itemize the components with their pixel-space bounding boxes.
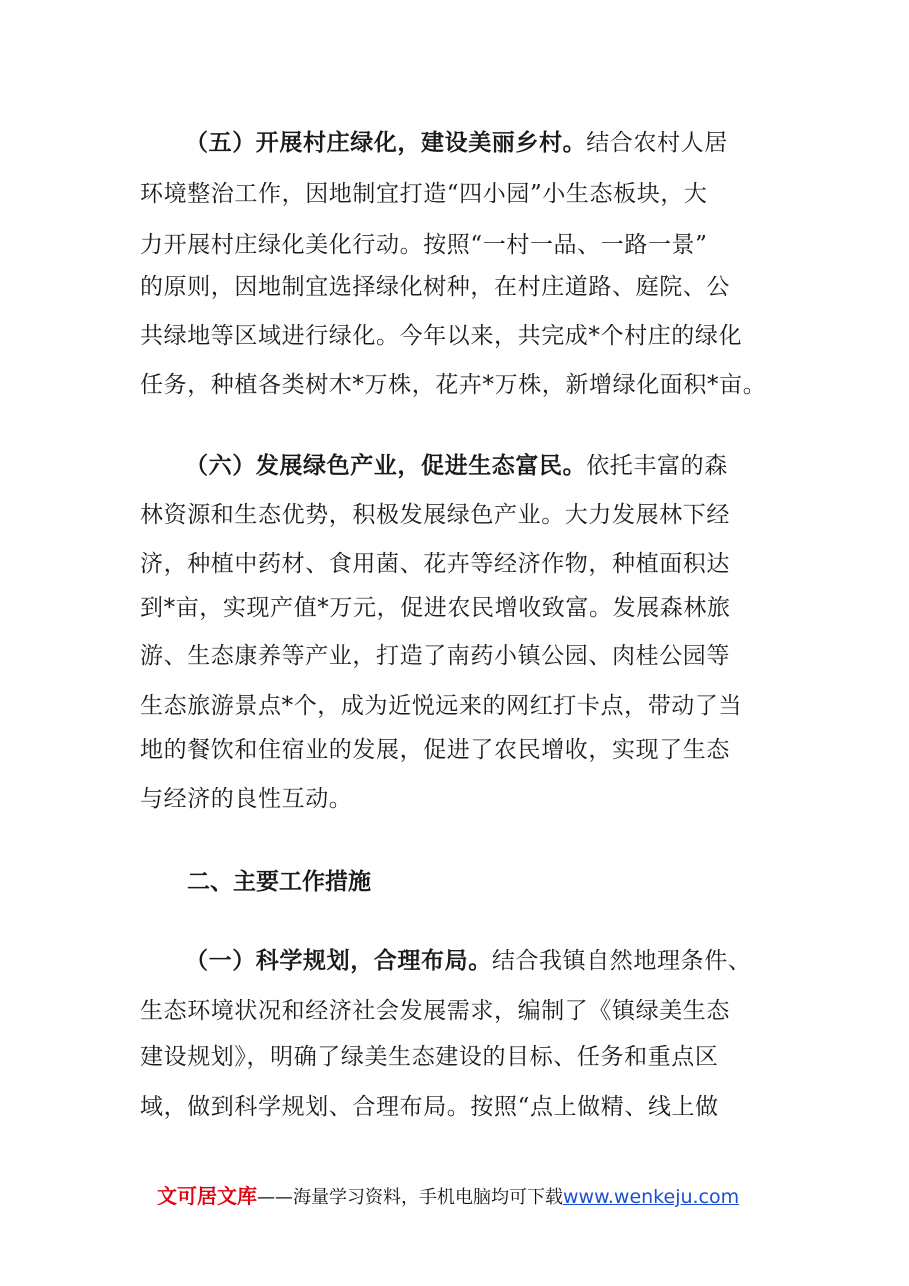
paragraph-line: 生态环境状况和经济社会发展需求，编制了《镇绿美生态 <box>140 998 730 1024</box>
paragraph-line <box>185 946 825 976</box>
paragraph-line: 林资源和生态优势，积极发展绿色产业。大力发展林下经 <box>140 502 730 528</box>
paragraph-line <box>185 451 825 481</box>
paragraph-line: 力开展村庄绿化美化行动。按照“一村一品、一路一景” <box>140 232 708 258</box>
paragraph-line: 的原则，因地制宜选择绿化树种，在村庄道路、庭院、公 <box>140 274 730 300</box>
paragraph-line: 游、生态康养等产业，打造了南药小镇公园、肉桂公园等 <box>140 643 730 669</box>
section-title: （六）发展绿色产业，促进生态富民。 <box>185 453 587 479</box>
footer-brand: 文可居文库 <box>157 1184 257 1208</box>
footer-slogan: ——海量学习资料，手机电脑均可下载 <box>257 1187 563 1208</box>
section-title: （五）开展村庄绿化，建设美丽乡村。 <box>185 130 587 156</box>
paragraph-line: 到*亩，实现产值*万元，促进农民增收致富。发展森林旅 <box>140 595 731 621</box>
paragraph-line: 建设规划》，明确了绿美生态建设的目标、任务和重点区 <box>140 1044 719 1070</box>
footer-banner <box>157 1183 739 1211</box>
paragraph-text: 依托丰富的森 <box>586 453 728 479</box>
section-title: （一）科学规划，合理布局。 <box>185 948 492 974</box>
paragraph-line: 任务，种植各类树木*万株，花卉*万株，新增绿化面积*亩。 <box>140 372 767 398</box>
paragraph-line: 生态旅游景点*个，成为近悦远来的网红打卡点，带动了当 <box>140 693 743 719</box>
section-heading: 二、主要工作措施 <box>187 869 371 895</box>
paragraph-line: 与经济的良性互动。 <box>140 786 353 812</box>
paragraph-line <box>185 128 825 158</box>
paragraph-line: 环境整治工作，因地制宜打造“四小园”小生态板块，大 <box>140 181 708 207</box>
footer-link[interactable]: www.wenkeju.com <box>563 1186 740 1208</box>
paragraph-line: 济，种植中药材、食用菌、花卉等经济作物，种植面积达 <box>140 551 730 577</box>
paragraph-line: 共绿地等区域进行绿化。今年以来，共完成*个村庄的绿化 <box>140 323 743 349</box>
paragraph-line: 域，做到科学规划、合理布局。按照“点上做精、线上做 <box>140 1094 719 1120</box>
paragraph-line: 地的餐饮和住宿业的发展，促进了农民增收，实现了生态 <box>140 737 730 763</box>
paragraph-text: 结合我镇自然地理条件、 <box>491 948 752 974</box>
paragraph-text: 结合农村人居 <box>586 130 728 156</box>
